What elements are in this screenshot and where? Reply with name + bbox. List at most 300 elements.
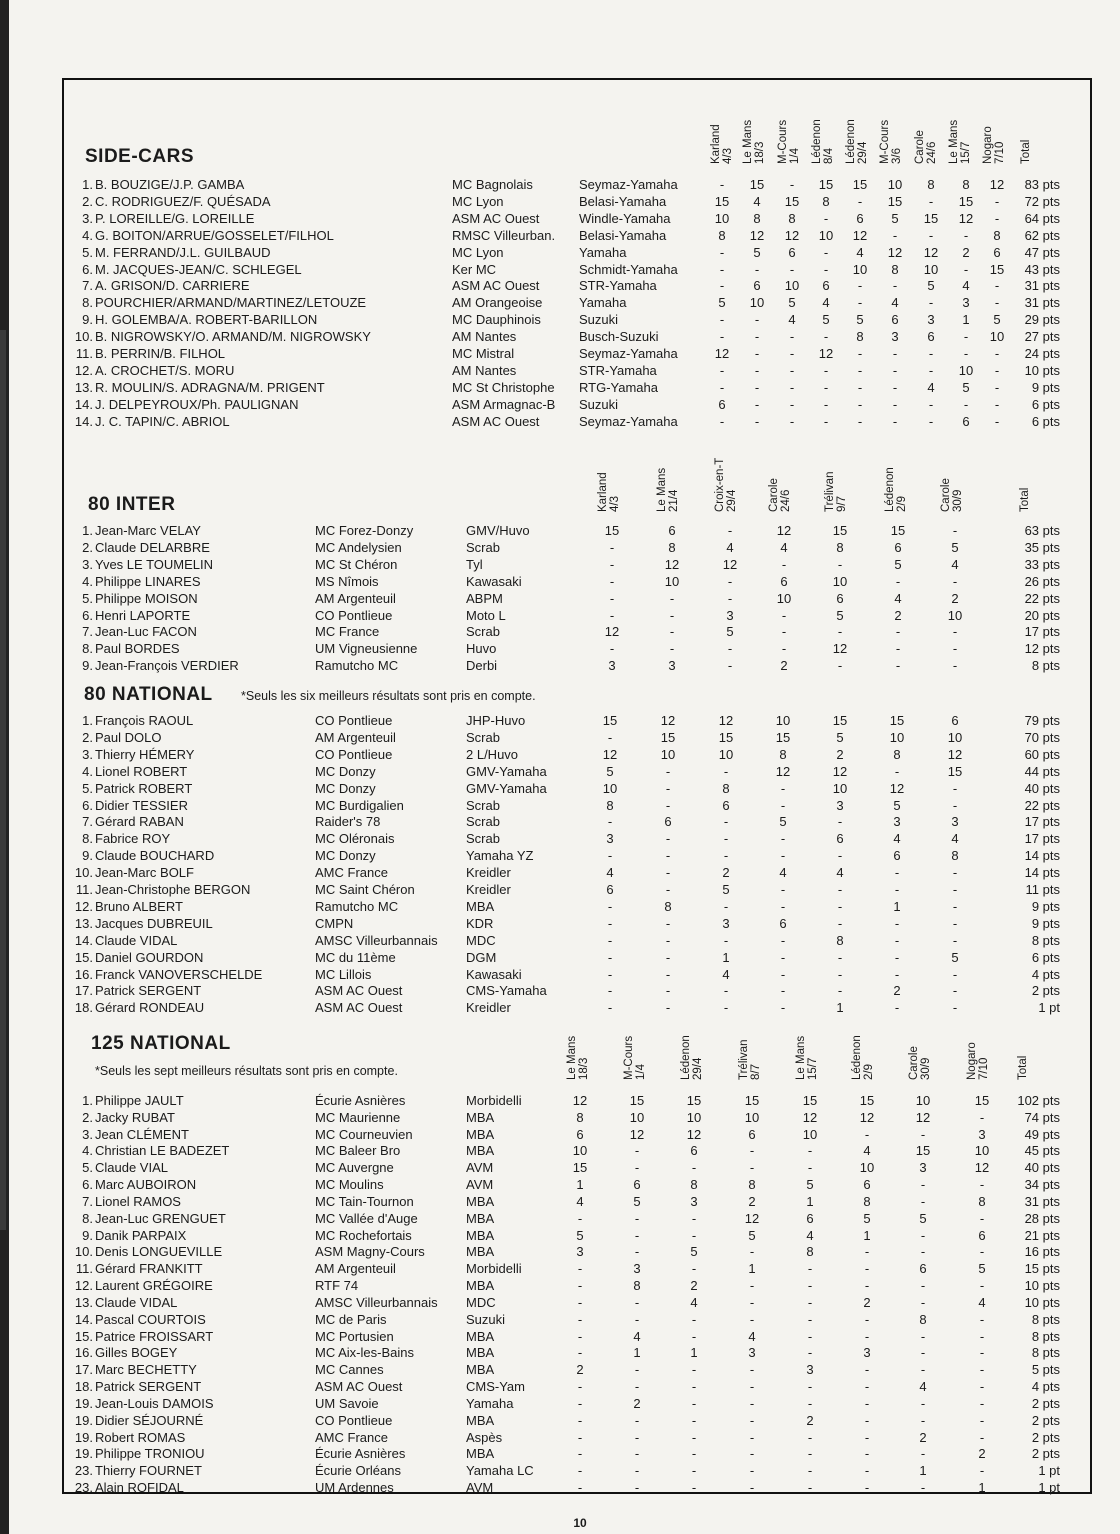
machine-name: Schmidt-Yamaha — [579, 261, 678, 277]
score-cell: - — [780, 797, 786, 813]
score-cell: - — [609, 641, 615, 657]
score-cell: 10 — [818, 227, 834, 243]
score-cell: - — [920, 1412, 926, 1428]
score-cell: - — [837, 556, 843, 572]
machine-name: GMV-Yamaha — [466, 763, 547, 779]
machine-name: Yamaha LC — [466, 1463, 534, 1479]
score-cell: - — [864, 1362, 870, 1378]
score-cell: 12 — [744, 1210, 760, 1226]
score-cell: - — [749, 1244, 755, 1260]
score-cell: 10 — [923, 261, 939, 277]
score-cell: - — [607, 932, 613, 948]
score-cell: - — [609, 539, 615, 555]
score-cell: 10 — [784, 278, 800, 294]
machine-name: Scrab — [466, 797, 500, 813]
rank: 11. — [75, 882, 93, 897]
score-cell: 4 — [753, 193, 761, 209]
column-header: Le Mans 18/3 — [566, 1035, 590, 1080]
total-points: 40 pts — [1024, 1160, 1060, 1176]
rider-name: Didier SÉJOURNÉ — [95, 1412, 204, 1428]
score-cell: - — [837, 949, 843, 965]
club-name: MC Dauphinois — [452, 312, 541, 328]
club-name: AM Orangeoise — [452, 295, 543, 311]
table-row — [0, 590, 1120, 607]
machine-name: MBA — [466, 1328, 495, 1344]
machine-name: DGM — [466, 949, 497, 965]
club-name: ASM AC Ouest — [315, 1000, 403, 1016]
machine-name: ABPM — [466, 590, 503, 606]
club-name: MC Donzy — [315, 780, 376, 796]
score-cell: 10 — [947, 729, 963, 745]
total-points: 8 pts — [1031, 1311, 1060, 1327]
column-header: Total — [1017, 1055, 1029, 1080]
score-cell: - — [719, 177, 725, 192]
total-points: 2 pts — [1031, 1446, 1060, 1462]
rider-name: Thierry HÉMERY — [95, 746, 195, 762]
score-cell: 15 — [947, 763, 963, 779]
score-cell: - — [634, 1244, 640, 1260]
score-cell: 10 — [572, 1143, 588, 1159]
score-cell: 3 — [951, 814, 959, 830]
score-cell: 3 — [722, 915, 730, 931]
total-points: 74 pts — [1024, 1109, 1060, 1125]
rider-name: M. FERRAND/J.L. GUILBAUD — [95, 244, 271, 260]
total-points: 21 pts — [1024, 1227, 1060, 1243]
score-cell: 3 — [606, 831, 614, 847]
score-cell: - — [837, 915, 843, 931]
table-row — [0, 294, 1120, 311]
rider-name: Gérard RONDEAU — [95, 1000, 205, 1016]
score-cell: - — [928, 413, 934, 429]
score-cell: - — [952, 624, 958, 640]
club-name: Raider's 78 — [315, 814, 381, 830]
club-name: MC Maurienne — [315, 1109, 401, 1125]
club-name: MC de Paris — [315, 1311, 387, 1327]
rider-name: Philippe TRONIOU — [95, 1446, 205, 1462]
score-cell: - — [634, 1412, 640, 1428]
score-cell: - — [665, 966, 671, 982]
score-cell: - — [864, 1311, 870, 1327]
score-cell: 3 — [748, 1345, 756, 1361]
score-cell: 15 — [686, 1093, 702, 1108]
score-cell: - — [665, 848, 671, 864]
score-cell: - — [754, 413, 760, 429]
table-row — [0, 1361, 1120, 1378]
machine-name: Scrab — [466, 814, 500, 830]
score-cell: - — [864, 1412, 870, 1428]
club-name: ASM Magny-Cours — [315, 1244, 425, 1260]
score-cell: - — [823, 261, 829, 277]
table-row — [0, 1311, 1120, 1328]
score-cell: - — [823, 396, 829, 412]
machine-name: Derbi — [466, 658, 498, 674]
score-cell: - — [749, 1311, 755, 1327]
score-cell: - — [952, 641, 958, 657]
score-cell: 4 — [894, 590, 902, 606]
club-name: MC Baleer Bro — [315, 1143, 401, 1159]
score-cell: 8 — [690, 1177, 698, 1193]
score-cell: - — [892, 346, 898, 361]
score-cell: - — [952, 573, 958, 589]
total-points: 10 pts — [1024, 1278, 1060, 1294]
rider-name: Daniel GOURDON — [95, 949, 204, 965]
score-cell: - — [665, 763, 671, 779]
total-points: 62 pts — [1024, 227, 1060, 243]
rider-name: J. C. TAPIN/C. ABRIOL — [95, 413, 230, 429]
total-points: 17 pts — [1024, 624, 1060, 640]
machine-name: MBA — [466, 1109, 495, 1125]
score-cell: 12 — [958, 210, 974, 226]
score-cell: - — [864, 1480, 870, 1496]
rider-name: Patrick SERGENT — [95, 983, 202, 999]
total-points: 6 pts — [1031, 396, 1060, 412]
score-cell: 10 — [832, 780, 848, 796]
score-cell: - — [807, 1328, 813, 1344]
score-cell: 5 — [606, 763, 614, 779]
score-cell: 4 — [962, 278, 970, 294]
score-cell: 15 — [775, 729, 791, 745]
club-name: Ramutcho MC — [315, 898, 399, 914]
machine-name: CMS-Yamaha — [466, 983, 547, 999]
score-cell: - — [894, 949, 900, 965]
score-cell: - — [807, 1160, 813, 1176]
score-cell: - — [607, 983, 613, 999]
score-cell: 12 — [775, 763, 791, 779]
score-cell: - — [994, 278, 1000, 294]
score-cell: - — [607, 966, 613, 982]
score-cell: 12 — [749, 227, 765, 243]
machine-name: Morbidelli — [466, 1261, 522, 1277]
table-row — [0, 1294, 1120, 1311]
score-cell: - — [979, 1379, 985, 1395]
rider-name: Jean-Marc BOLF — [95, 865, 194, 881]
score-cell: - — [789, 177, 795, 192]
machine-name: RTG-Yamaha — [579, 379, 658, 395]
score-cell: - — [920, 1446, 926, 1462]
score-cell: 1 — [806, 1193, 814, 1209]
table-row — [0, 864, 1120, 881]
section-title: SIDE-CARS — [85, 146, 195, 167]
score-cell: 6 — [919, 1261, 927, 1277]
score-cell: - — [979, 1328, 985, 1344]
total-points: 1 pt — [1038, 1480, 1060, 1496]
table-row — [0, 763, 1120, 780]
score-cell: 5 — [962, 379, 970, 395]
table-row — [0, 1445, 1120, 1462]
score-cell: - — [607, 814, 613, 830]
score-cell: 8 — [806, 1244, 814, 1260]
score-cell: - — [894, 1000, 900, 1016]
machine-name: MBA — [466, 1412, 495, 1428]
score-cell: 12 — [859, 1109, 875, 1125]
table-row — [0, 1260, 1120, 1277]
score-cell: - — [920, 1278, 926, 1294]
table-row — [0, 1395, 1120, 1412]
total-points: 45 pts — [1024, 1143, 1060, 1159]
table-row — [0, 898, 1120, 915]
rider-name: Didier TESSIER — [95, 797, 188, 813]
score-cell: - — [634, 1227, 640, 1243]
score-cell: - — [823, 329, 829, 345]
club-name: MC Courneuvien — [315, 1126, 413, 1142]
table-row — [0, 881, 1120, 898]
score-cell: - — [691, 1210, 697, 1226]
score-cell: 15 — [604, 523, 620, 538]
machine-name: AVM — [466, 1160, 494, 1176]
score-cell: - — [781, 607, 787, 623]
rider-name: POURCHIER/ARMAND/MARTINEZ/LETOUZE — [95, 295, 367, 311]
machine-name: 2 L/Huvo — [466, 746, 519, 762]
score-cell: 5 — [891, 210, 899, 226]
column-header: Nogaro 7/10 — [966, 1042, 990, 1080]
score-cell: 6 — [993, 244, 1001, 260]
total-points: 70 pts — [1024, 729, 1060, 745]
machine-name: AVM — [466, 1480, 494, 1496]
score-cell: - — [609, 590, 615, 606]
score-cell: 5 — [576, 1227, 584, 1243]
score-cell: - — [577, 1261, 583, 1277]
rider-name: H. GOLEMBA/A. ROBERT-BARILLON — [95, 312, 318, 328]
score-cell: 12 — [722, 556, 738, 572]
club-name: CO Pontlieue — [315, 607, 393, 623]
score-cell: 5 — [978, 1261, 986, 1277]
score-cell: 10 — [889, 729, 905, 745]
score-cell: - — [577, 1345, 583, 1361]
score-cell: 6 — [836, 590, 844, 606]
score-cell: - — [952, 882, 958, 897]
club-name: CMPN — [315, 915, 354, 931]
club-name: UM Vigneusienne — [315, 641, 418, 657]
score-cell: 3 — [668, 658, 676, 674]
table-row — [0, 210, 1120, 227]
score-cell: - — [727, 658, 733, 674]
score-cell: 6 — [718, 396, 726, 412]
table-row — [0, 328, 1120, 345]
score-cell: - — [837, 658, 843, 674]
score-cell: - — [857, 295, 863, 311]
score-cell: - — [754, 312, 760, 328]
total-points: 11 pts — [1025, 882, 1060, 897]
table-row — [0, 193, 1120, 210]
score-cell: - — [665, 915, 671, 931]
score-cell: 12 — [852, 227, 868, 243]
score-cell: 8 — [822, 193, 830, 209]
machine-name: AVM — [466, 1177, 494, 1193]
score-cell: - — [892, 413, 898, 429]
rider-name: Laurent GRÉGOIRE — [95, 1278, 213, 1294]
table-row — [0, 1277, 1120, 1294]
score-cell: - — [994, 346, 1000, 361]
score-cell: 2 — [893, 983, 901, 999]
machine-name: Morbidelli — [466, 1093, 522, 1108]
table-row — [0, 362, 1120, 379]
score-cell: - — [963, 329, 969, 345]
score-cell: 6 — [788, 244, 796, 260]
score-cell: - — [920, 1345, 926, 1361]
score-cell: 4 — [788, 312, 796, 328]
score-cell: 1 — [633, 1345, 641, 1361]
machine-name: Tyl — [466, 556, 483, 572]
total-points: 17 pts — [1024, 814, 1060, 830]
column-header: Le Mans 15/7 — [948, 119, 972, 164]
table-row — [0, 797, 1120, 814]
score-cell: - — [781, 641, 787, 657]
total-points: 2 pts — [1031, 1395, 1060, 1411]
machine-name: MBA — [466, 1446, 495, 1462]
score-cell: 6 — [606, 882, 614, 897]
score-cell: 8 — [753, 210, 761, 226]
score-cell: 15 — [915, 1143, 931, 1159]
rider-name: Gérard RABAN — [95, 814, 184, 830]
total-points: 72 pts — [1024, 193, 1060, 209]
score-cell: 5 — [951, 949, 959, 965]
rank: 6. — [82, 261, 93, 277]
score-cell: - — [634, 1362, 640, 1378]
score-cell: 4 — [606, 865, 614, 881]
score-cell: 4 — [978, 1294, 986, 1310]
score-cell: - — [719, 413, 725, 429]
rider-name: Lionel RAMOS — [95, 1193, 181, 1209]
club-name: MC Rochefortais — [315, 1227, 412, 1243]
score-cell: 5 — [927, 278, 935, 294]
rider-name: R. MOULIN/S. ADRAGNA/M. PRIGENT — [95, 379, 325, 395]
total-points: 43 pts — [1024, 261, 1060, 277]
table-row — [0, 1412, 1120, 1429]
score-cell: 5 — [836, 607, 844, 623]
score-cell: 10 — [629, 1109, 645, 1125]
score-cell: 10 — [714, 210, 730, 226]
score-cell: - — [864, 1463, 870, 1479]
club-name: ASM AC Ouest — [315, 983, 403, 999]
score-cell: - — [719, 278, 725, 294]
club-name: RTF 74 — [315, 1278, 359, 1294]
score-cell: - — [665, 780, 671, 796]
machine-name: Suzuki — [579, 312, 619, 328]
rider-name: Denis LONGUEVILLE — [95, 1244, 223, 1260]
total-points: 79 pts — [1024, 713, 1060, 728]
rider-name: Patrick ROBERT — [95, 780, 193, 796]
total-points: 24 pts — [1024, 346, 1060, 361]
column-header: Lédenon 29/4 — [845, 119, 869, 164]
score-cell: 12 — [947, 746, 963, 762]
score-cell: - — [691, 1395, 697, 1411]
rank: 8. — [82, 831, 93, 847]
rider-name: Pascal COURTOIS — [95, 1311, 206, 1327]
score-cell: 4 — [951, 831, 959, 847]
total-points: 27 pts — [1024, 329, 1060, 345]
score-cell: 6 — [962, 413, 970, 429]
machine-name: STR-Yamaha — [579, 278, 657, 294]
score-cell: - — [754, 329, 760, 345]
total-points: 12 pts — [1024, 641, 1060, 657]
score-cell: - — [994, 295, 1000, 311]
total-points: 10 pts — [1024, 362, 1060, 378]
score-cell: - — [837, 983, 843, 999]
table-row — [0, 227, 1120, 244]
total-points: 4 pts — [1031, 1379, 1060, 1395]
score-cell: - — [920, 1294, 926, 1310]
score-cell: - — [979, 1395, 985, 1411]
rank: 13. — [74, 915, 93, 931]
machine-name: Seymaz-Yamaha — [579, 177, 678, 192]
table-row — [0, 1142, 1120, 1159]
score-cell: 12 — [718, 713, 734, 728]
score-cell: 4 — [726, 539, 734, 555]
column-header: Total — [1019, 487, 1031, 512]
score-cell: - — [691, 1480, 697, 1496]
score-cell: - — [789, 396, 795, 412]
score-cell: - — [634, 1429, 640, 1445]
score-cell: - — [928, 346, 934, 361]
total-points: 9 pts — [1031, 915, 1060, 931]
total-points: 20 pts — [1024, 607, 1060, 623]
score-cell: 8 — [927, 177, 935, 192]
machine-name: MBA — [466, 1126, 495, 1142]
score-cell: 12 — [602, 746, 618, 762]
total-points: 33 pts — [1024, 556, 1060, 572]
score-cell: - — [857, 278, 863, 294]
rider-name: Patrick SERGENT — [95, 1379, 202, 1395]
rank: 7. — [82, 624, 93, 640]
club-name: AM Nantes — [452, 329, 517, 345]
machine-name: Yamaha YZ — [466, 848, 534, 864]
club-name: Ker MC — [452, 261, 497, 277]
score-cell: 6 — [664, 814, 672, 830]
club-name: MC Lillois — [315, 966, 372, 982]
column-header: Trélivan 9/7 — [824, 471, 848, 512]
score-cell: 5 — [806, 1177, 814, 1193]
score-cell: 10 — [989, 329, 1005, 345]
score-cell: 15 — [818, 177, 834, 192]
score-cell: 8 — [893, 746, 901, 762]
rider-name: Danik PARPAIX — [95, 1227, 187, 1243]
score-cell: - — [727, 641, 733, 657]
rider-name: P. LOREILLE/G. LOREILLE — [95, 210, 255, 226]
club-name: ASM AC Ouest — [452, 210, 540, 226]
table-row — [0, 746, 1120, 763]
score-cell: - — [952, 658, 958, 674]
total-points: 8 pts — [1031, 658, 1060, 674]
score-cell: - — [691, 1160, 697, 1176]
score-cell: 12 — [660, 713, 676, 728]
table-row — [0, 379, 1120, 396]
rider-name: G. BOITON/ARRUE/GOSSELET/FILHOL — [95, 227, 334, 243]
score-cell: - — [807, 1429, 813, 1445]
rank: 3. — [82, 556, 93, 572]
score-cell: - — [895, 641, 901, 657]
score-cell: - — [577, 1328, 583, 1344]
section-title: 125 NATIONAL — [91, 1033, 231, 1054]
score-cell: 15 — [660, 729, 676, 745]
rider-name: Bruno ALBERT — [95, 898, 183, 914]
rank: 17. — [74, 1362, 93, 1378]
score-cell: 3 — [962, 295, 970, 311]
column-header: Lédenon 2/9 — [851, 1035, 875, 1080]
score-cell: - — [979, 1345, 985, 1361]
column-header: Carole 24/6 — [768, 478, 792, 512]
club-name: MC Donzy — [315, 848, 376, 864]
score-cell: 4 — [863, 1143, 871, 1159]
score-cell: - — [727, 590, 733, 606]
score-cell: - — [727, 523, 733, 538]
score-cell: - — [691, 1463, 697, 1479]
machine-name: Belasi-Yamaha — [579, 227, 667, 243]
score-cell: - — [577, 1463, 583, 1479]
score-cell: - — [577, 1311, 583, 1327]
score-cell: - — [634, 1294, 640, 1310]
score-cell: 12 — [629, 1126, 645, 1142]
score-cell: - — [749, 1143, 755, 1159]
